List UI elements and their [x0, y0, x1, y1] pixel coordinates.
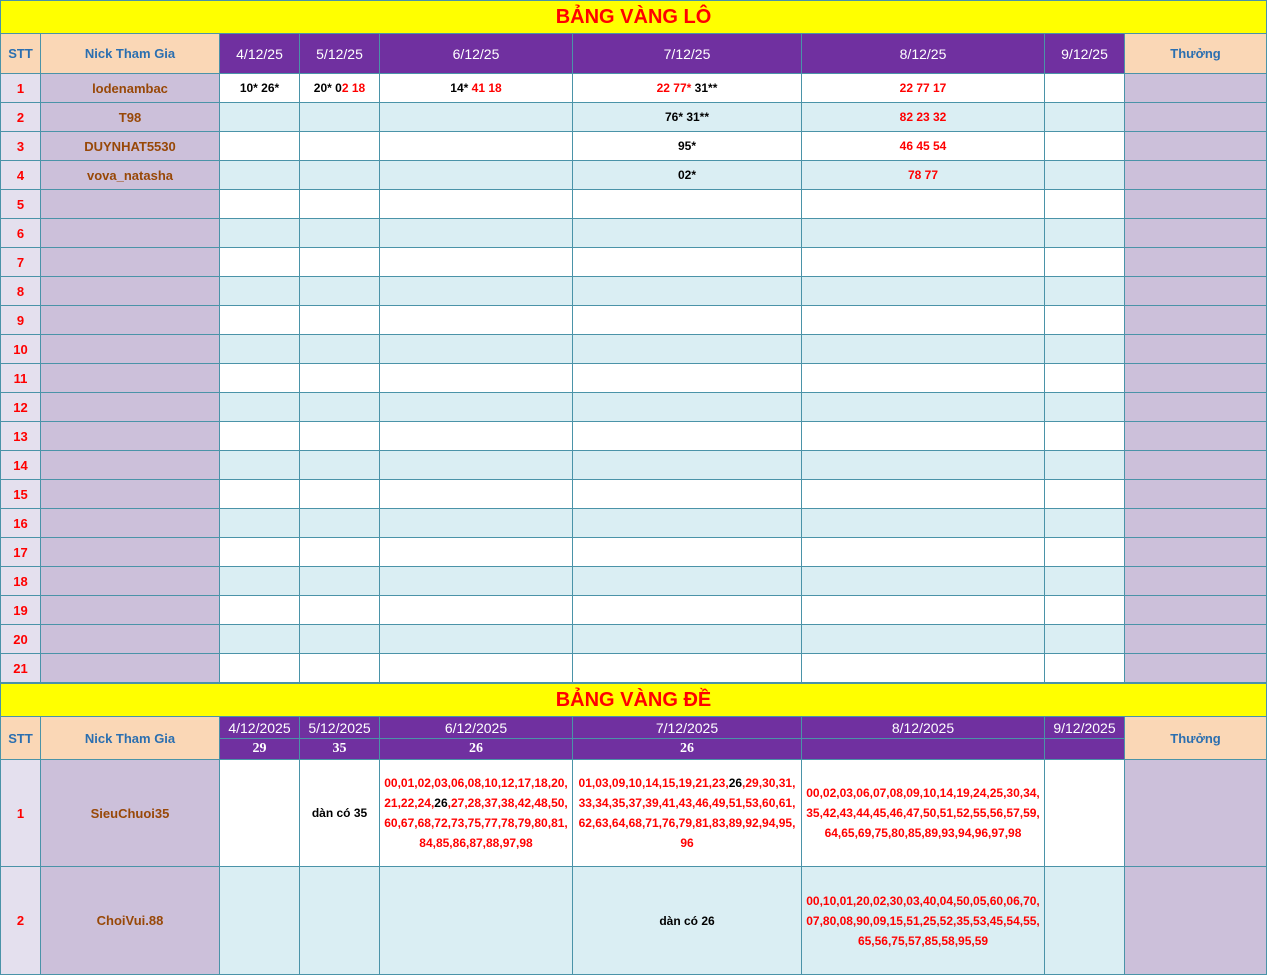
de-entry-cell[interactable]	[572, 759, 802, 867]
lo-entry-cell[interactable]	[299, 566, 380, 596]
lo-row-nick[interactable]	[40, 189, 220, 219]
cell-text-run: 00,02,03,06,07,08,09,10,14,19,24,25,30,34,35,42,43,44,45,46,47,50,51,52,55,56,57,59,64,65,69,75,80,85,89,93,94,96,97,98	[806, 786, 1040, 840]
lo-entry-cell[interactable]	[219, 276, 300, 306]
lo-row-nick[interactable]	[40, 595, 220, 625]
lo-header-date: 5/12/25	[299, 33, 380, 74]
cell-text-run: 20* 0	[313, 81, 342, 95]
lo-entry-cell[interactable]	[801, 566, 1045, 596]
lo-entry-cell[interactable]	[299, 392, 380, 422]
lo-entry-cell[interactable]	[1044, 276, 1125, 306]
de-row-stt: 1	[0, 759, 41, 867]
lo-row-nick[interactable]	[40, 421, 220, 451]
lo-entry-cell[interactable]	[801, 363, 1045, 393]
lo-entry-cell[interactable]	[1044, 421, 1125, 451]
lo-prize-cell[interactable]	[1124, 160, 1267, 190]
cell-text	[802, 783, 1044, 843]
lo-header-date: 9/12/25	[1044, 33, 1125, 74]
de-entry-cell[interactable]	[379, 759, 573, 867]
lo-row-stt: 19	[0, 595, 41, 625]
lo-entry-cell[interactable]	[801, 102, 1045, 132]
lo-entry-cell[interactable]	[219, 537, 300, 567]
cell-text-run: 10* 26*	[239, 81, 280, 95]
lo-row-nick[interactable]	[40, 508, 220, 538]
lo-entry-cell[interactable]	[299, 595, 380, 625]
lo-entry-cell[interactable]	[801, 334, 1045, 364]
lo-row-stt: 3	[0, 131, 41, 161]
de-row-nick[interactable]: ChoiVui.88	[40, 866, 220, 975]
lo-entry-cell[interactable]	[219, 102, 300, 132]
lo-entry-cell[interactable]	[572, 276, 802, 306]
lo-entry-cell[interactable]	[219, 131, 300, 161]
lo-prize-cell[interactable]	[1124, 508, 1267, 538]
lo-header-date: 4/12/25	[219, 33, 300, 74]
lo-entry-cell[interactable]	[379, 247, 573, 277]
cell-text	[897, 136, 950, 156]
lo-entry-cell[interactable]	[299, 508, 380, 538]
cell-text	[802, 891, 1044, 951]
de-header-date: 9/12/2025	[1044, 716, 1125, 739]
lo-row-stt: 12	[0, 392, 41, 422]
lo-row-nick[interactable]	[40, 624, 220, 654]
lo-entry-cell[interactable]	[219, 392, 300, 422]
cell-text-run: 02*	[677, 168, 697, 182]
lo-entry-cell[interactable]	[379, 276, 573, 306]
cell-text	[897, 107, 950, 127]
lo-prize-cell[interactable]	[1124, 595, 1267, 625]
lo-entry-cell[interactable]	[1044, 73, 1125, 103]
de-prize-cell[interactable]	[1124, 866, 1267, 975]
lo-entry-cell[interactable]	[1044, 131, 1125, 161]
cell-text	[308, 803, 371, 823]
lo-row-stt: 16	[0, 508, 41, 538]
lo-row-stt: 14	[0, 450, 41, 480]
lo-entry-cell[interactable]	[219, 334, 300, 364]
lo-entry-cell[interactable]	[1044, 305, 1125, 335]
lo-entry-cell[interactable]	[572, 595, 802, 625]
de-header-stt: STT	[0, 716, 41, 760]
cell-text	[662, 107, 712, 127]
lo-entry-cell[interactable]	[299, 305, 380, 335]
lo-entry-cell[interactable]	[1044, 508, 1125, 538]
cell-text-run: 00,10,01,20,02,30,03,40,04,50,05,60,06,70,07,80,08,90,09,15,51,25,52,35,53,45,54,55,65,56,75,57,85,58,95,59	[806, 893, 1040, 948]
de-title: BẢNG VÀNG ĐỀ	[0, 683, 1267, 717]
lo-entry-cell[interactable]	[379, 334, 573, 364]
cell-text-run: 00,01,02,03,06,08,10,12,17,18,20,21,22,24,	[384, 776, 568, 810]
lo-entry-cell[interactable]	[801, 537, 1045, 567]
lo-row-nick[interactable]	[40, 363, 220, 393]
lo-entry-cell[interactable]	[801, 305, 1045, 335]
cell-text	[675, 165, 699, 185]
lo-entry-cell[interactable]	[379, 508, 573, 538]
lo-entry-cell[interactable]	[801, 131, 1045, 161]
lo-entry-cell[interactable]	[801, 73, 1045, 103]
de-prize-cell[interactable]	[1124, 759, 1267, 867]
lo-entry-cell[interactable]	[379, 450, 573, 480]
cell-text	[380, 773, 572, 853]
lo-entry-cell[interactable]	[572, 479, 802, 509]
lo-row-stt: 11	[0, 363, 41, 393]
lo-row-stt: 7	[0, 247, 41, 277]
cell-text-run: dàn có 26	[659, 913, 715, 928]
lo-prize-cell[interactable]	[1124, 218, 1267, 248]
cell-text-run: 95*	[677, 139, 697, 153]
lo-entry-cell[interactable]	[299, 131, 380, 161]
lo-row-nick[interactable]: lodenambac	[40, 73, 220, 103]
lo-entry-cell[interactable]	[572, 160, 802, 190]
de-entry-cell[interactable]	[1044, 759, 1125, 867]
lo-entry-cell[interactable]	[1044, 189, 1125, 219]
cell-text-run: ,27,28,37,38,42,48,50,60,67,68,72,73,75,77,78,79,80,81,84,85,86,87,88,97,98	[384, 796, 568, 850]
lo-entry-cell[interactable]	[572, 334, 802, 364]
lo-entry-cell[interactable]	[379, 392, 573, 422]
lo-entry-cell[interactable]	[1044, 624, 1125, 654]
lo-row-nick[interactable]	[40, 276, 220, 306]
de-header-date: 5/12/2025	[299, 716, 380, 739]
lo-entry-cell[interactable]	[1044, 392, 1125, 422]
lo-entry-cell[interactable]	[572, 392, 802, 422]
lo-entry-cell[interactable]	[1044, 218, 1125, 248]
lo-prize-cell[interactable]	[1124, 653, 1267, 683]
lo-entry-cell[interactable]	[572, 247, 802, 277]
lo-entry-cell[interactable]	[219, 624, 300, 654]
de-entry-cell[interactable]	[1044, 866, 1125, 975]
lo-entry-cell[interactable]	[299, 334, 380, 364]
lo-entry-cell[interactable]	[572, 450, 802, 480]
lo-entry-cell[interactable]	[299, 653, 380, 683]
lo-entry-cell[interactable]	[801, 189, 1045, 219]
lo-entry-cell[interactable]	[1044, 450, 1125, 480]
cell-text-run: ,29,30,31,33,34,35,37,39,41,43,46,49,51,53,60,61,62,63,64,68,71,76,79,81,83,89,92,94,95,96	[578, 776, 796, 850]
lo-entry-cell[interactable]	[572, 73, 802, 103]
lo-entry-cell[interactable]	[572, 624, 802, 654]
lo-prize-cell[interactable]	[1124, 102, 1267, 132]
lo-row-nick[interactable]	[40, 305, 220, 335]
cell-text-run: 2 18	[341, 81, 366, 95]
de-header-date: 8/12/2025	[801, 716, 1045, 739]
lo-entry-cell[interactable]	[379, 73, 573, 103]
cell-text-run: 01,03,09,10,14,15,19,21,23,	[578, 776, 729, 790]
cell-text-run: 22 77 17	[899, 81, 947, 95]
lo-entry-cell[interactable]	[299, 102, 380, 132]
lo-row-stt: 20	[0, 624, 41, 654]
lo-header-date: 7/12/25	[572, 33, 802, 74]
lo-entry-cell[interactable]	[1044, 247, 1125, 277]
lo-entry-cell[interactable]	[801, 160, 1045, 190]
lo-entry-cell[interactable]	[379, 160, 573, 190]
lo-entry-cell[interactable]	[1044, 653, 1125, 683]
lo-entry-cell[interactable]	[801, 218, 1045, 248]
cell-text-run: 22 77*	[656, 81, 695, 95]
lo-entry-cell[interactable]	[801, 508, 1045, 538]
cell-text-run: 14*	[450, 81, 472, 95]
lo-entry-cell[interactable]	[219, 508, 300, 538]
de-entry-cell[interactable]	[572, 866, 802, 975]
lo-entry-cell[interactable]	[1044, 479, 1125, 509]
lo-prize-cell[interactable]	[1124, 247, 1267, 277]
de-entry-cell[interactable]	[801, 866, 1045, 975]
lo-entry-cell[interactable]	[299, 276, 380, 306]
lo-entry-cell[interactable]	[379, 363, 573, 393]
cell-text-run: 46 45 54	[899, 139, 947, 153]
lo-prize-cell[interactable]	[1124, 189, 1267, 219]
lo-entry-cell[interactable]	[801, 595, 1045, 625]
cell-text	[897, 78, 950, 98]
lo-entry-cell[interactable]	[299, 218, 380, 248]
lo-row-nick[interactable]	[40, 566, 220, 596]
lo-row-stt: 17	[0, 537, 41, 567]
lo-prize-cell[interactable]	[1124, 392, 1267, 422]
lo-title: BẢNG VÀNG LÔ	[0, 0, 1267, 34]
de-header-date: 6/12/2025	[379, 716, 573, 739]
cell-text	[905, 165, 941, 185]
lo-entry-cell[interactable]	[219, 73, 300, 103]
lo-entry-cell[interactable]	[572, 305, 802, 335]
de-entry-cell[interactable]	[299, 866, 380, 975]
lo-row-nick[interactable]	[40, 218, 220, 248]
lo-row-nick[interactable]	[40, 450, 220, 480]
lo-prize-cell[interactable]	[1124, 334, 1267, 364]
lo-entry-cell[interactable]	[299, 421, 380, 451]
lo-entry-cell[interactable]	[379, 218, 573, 248]
cell-text-run: 31**	[694, 81, 718, 95]
lo-entry-cell[interactable]	[379, 537, 573, 567]
lo-row-nick[interactable]	[40, 653, 220, 683]
lo-entry-cell[interactable]	[299, 363, 380, 393]
lo-entry-cell[interactable]	[1044, 102, 1125, 132]
lo-header-prize: Thưởng	[1124, 33, 1267, 74]
cell-text-run: 41 18	[471, 81, 502, 95]
de-header-nick: Nick Tham Gia	[40, 716, 220, 760]
lo-prize-cell[interactable]	[1124, 450, 1267, 480]
lo-entry-cell[interactable]	[219, 566, 300, 596]
lo-entry-cell[interactable]	[572, 218, 802, 248]
lo-entry-cell[interactable]	[219, 421, 300, 451]
cell-text	[311, 78, 368, 98]
lo-row-stt: 5	[0, 189, 41, 219]
lo-entry-cell[interactable]	[299, 479, 380, 509]
lo-row-nick[interactable]: T98	[40, 102, 220, 132]
lo-entry-cell[interactable]	[572, 102, 802, 132]
lo-entry-cell[interactable]	[572, 508, 802, 538]
lo-row-stt: 18	[0, 566, 41, 596]
de-row-stt: 2	[0, 866, 41, 975]
lo-row-nick[interactable]	[40, 334, 220, 364]
lo-row-stt: 9	[0, 305, 41, 335]
de-header-result	[801, 738, 1045, 760]
cell-text-run: dàn có 35	[311, 806, 368, 820]
lo-entry-cell[interactable]	[219, 247, 300, 277]
lo-entry-cell[interactable]	[219, 218, 300, 248]
de-entry-cell[interactable]	[219, 866, 300, 975]
lo-entry-cell[interactable]	[379, 566, 573, 596]
de-entry-cell[interactable]	[801, 759, 1045, 867]
lo-entry-cell[interactable]	[219, 160, 300, 190]
lo-prize-cell[interactable]	[1124, 566, 1267, 596]
lo-row-stt: 4	[0, 160, 41, 190]
lo-prize-cell[interactable]	[1124, 73, 1267, 103]
lo-header-date: 6/12/25	[379, 33, 573, 74]
lo-entry-cell[interactable]	[299, 537, 380, 567]
lo-prize-cell[interactable]	[1124, 479, 1267, 509]
de-header-date: 4/12/2025	[219, 716, 300, 739]
lo-row-stt: 13	[0, 421, 41, 451]
lo-row-nick[interactable]	[40, 479, 220, 509]
de-entry-cell[interactable]	[299, 759, 380, 867]
cell-text-run: 26	[434, 796, 448, 810]
lo-entry-cell[interactable]	[379, 305, 573, 335]
lo-entry-cell[interactable]	[379, 421, 573, 451]
lo-entry-cell[interactable]	[801, 276, 1045, 306]
lo-entry-cell[interactable]	[1044, 160, 1125, 190]
lo-entry-cell[interactable]	[379, 131, 573, 161]
de-header-result: 26	[572, 738, 802, 760]
lo-row-stt: 21	[0, 653, 41, 683]
cell-text-run: 26	[728, 776, 743, 790]
lo-entry-cell[interactable]	[379, 479, 573, 509]
lo-entry-cell[interactable]	[1044, 566, 1125, 596]
lo-entry-cell[interactable]	[572, 566, 802, 596]
lo-entry-cell[interactable]	[379, 189, 573, 219]
lo-entry-cell[interactable]	[299, 160, 380, 190]
cell-text-run: 76* 31**	[664, 110, 710, 124]
lo-entry-cell[interactable]	[219, 653, 300, 683]
de-entry-cell[interactable]	[219, 759, 300, 867]
de-header-result	[1044, 738, 1125, 760]
lo-row-stt: 10	[0, 334, 41, 364]
lo-row-nick[interactable]: DUYNHAT5530	[40, 131, 220, 161]
lo-prize-cell[interactable]	[1124, 537, 1267, 567]
cell-text	[237, 78, 282, 98]
lo-prize-cell[interactable]	[1124, 624, 1267, 654]
lo-entry-cell[interactable]	[379, 624, 573, 654]
lo-entry-cell[interactable]	[801, 624, 1045, 654]
lo-row-stt: 15	[0, 479, 41, 509]
lo-entry-cell[interactable]	[379, 102, 573, 132]
lo-entry-cell[interactable]	[219, 363, 300, 393]
lo-row-nick[interactable]	[40, 392, 220, 422]
cell-text-run: 78 77	[907, 168, 939, 182]
lo-entry-cell[interactable]	[299, 189, 380, 219]
lo-entry-cell[interactable]	[1044, 334, 1125, 364]
lo-entry-cell[interactable]	[572, 653, 802, 683]
de-header-result: 35	[299, 738, 380, 760]
lo-entry-cell[interactable]	[572, 131, 802, 161]
lo-entry-cell[interactable]	[1044, 537, 1125, 567]
cell-text	[447, 78, 504, 98]
lo-prize-cell[interactable]	[1124, 421, 1267, 451]
lo-prize-cell[interactable]	[1124, 305, 1267, 335]
lo-entry-cell[interactable]	[801, 421, 1045, 451]
lo-entry-cell[interactable]	[801, 450, 1045, 480]
lo-entry-cell[interactable]	[572, 363, 802, 393]
lo-prize-cell[interactable]	[1124, 131, 1267, 161]
lo-entry-cell[interactable]	[219, 450, 300, 480]
lo-row-stt: 6	[0, 218, 41, 248]
lo-row-stt: 2	[0, 102, 41, 132]
lo-entry-cell[interactable]	[299, 247, 380, 277]
lo-row-nick[interactable]	[40, 247, 220, 277]
cell-text-run: 82 23 32	[899, 110, 947, 124]
lo-entry-cell[interactable]	[299, 450, 380, 480]
lo-prize-cell[interactable]	[1124, 276, 1267, 306]
lo-entry-cell[interactable]	[572, 189, 802, 219]
lo-header-date: 8/12/25	[801, 33, 1045, 74]
lo-entry-cell[interactable]	[572, 421, 802, 451]
lo-row-nick[interactable]	[40, 537, 220, 567]
de-header-date: 7/12/2025	[572, 716, 802, 739]
lo-entry-cell[interactable]	[1044, 595, 1125, 625]
lo-entry-cell[interactable]	[801, 392, 1045, 422]
de-row-nick[interactable]: SieuChuoi35	[40, 759, 220, 867]
de-header-result: 29	[219, 738, 300, 760]
lo-entry-cell[interactable]	[219, 479, 300, 509]
lo-row-stt: 8	[0, 276, 41, 306]
lo-entry-cell[interactable]	[299, 73, 380, 103]
cell-text	[654, 78, 721, 98]
lo-row-stt: 1	[0, 73, 41, 103]
lo-entry-cell[interactable]	[219, 305, 300, 335]
cell-text	[655, 911, 718, 931]
lo-entry-cell[interactable]	[219, 189, 300, 219]
lo-entry-cell[interactable]	[379, 595, 573, 625]
cell-text	[573, 773, 801, 853]
de-header-prize: Thưởng	[1124, 716, 1267, 760]
lo-entry-cell[interactable]	[1044, 363, 1125, 393]
lo-entry-cell[interactable]	[379, 653, 573, 683]
lo-entry-cell[interactable]	[801, 247, 1045, 277]
lo-row-nick[interactable]: vova_natasha	[40, 160, 220, 190]
lo-prize-cell[interactable]	[1124, 363, 1267, 393]
de-header-result: 26	[379, 738, 573, 760]
lo-entry-cell[interactable]	[801, 479, 1045, 509]
cell-text	[675, 136, 699, 156]
lo-entry-cell[interactable]	[219, 595, 300, 625]
de-entry-cell[interactable]	[379, 866, 573, 975]
lo-entry-cell[interactable]	[801, 653, 1045, 683]
lo-entry-cell[interactable]	[572, 537, 802, 567]
lo-header-nick: Nick Tham Gia	[40, 33, 220, 74]
lo-entry-cell[interactable]	[299, 624, 380, 654]
lo-header-stt: STT	[0, 33, 41, 74]
